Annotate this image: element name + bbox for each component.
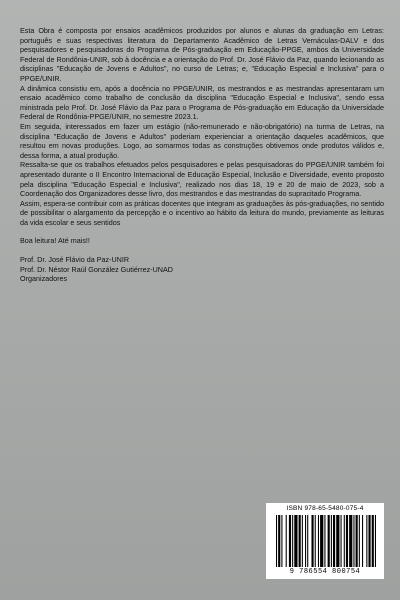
paragraph-3: Em seguida, interessados em fazer um estágio (não-remunerado e não-obrigatório) na turma de Letras, na disciplina "Educação de Jovens e Adultos" poderiam experienciar a orientação daqueles acadêmicos, que resultou em novas produções. Logo, ao somarmos todas as construções obtivemos onde produtos válidos e, dessa forma, a atual produção. (20, 121, 384, 160)
spacer (20, 246, 384, 255)
spacer (20, 227, 384, 236)
closing-line: Boa leitura! Até mais!! (20, 236, 90, 246)
paragraph-2: A dinâmica consistiu em, após a docência no PPGE/UNIR, os mestrandos e as mestrandas apresentaram um ensaio acadêmico como trabalho de conclusão da disciplina "Educação Especial e Inclusiva", sendo essa ministrada pelo Prof. Dr. José Flávio da Paz para o Programa de Pós-graduação em Educação da Universidade Federal de Rondônia-PPGE/UNIR, no semestre 2023.1. (20, 83, 384, 122)
signature-2: Prof. Dr. Néstor Raúl González Gutiérrez-UNAD (20, 264, 173, 274)
paragraph-5: Assim, espera-se contribuir com as práticas docentes que integram as graduações às pós-graduações, no sentido de possibilitar o alargamento da percepção e o incentivo ao hábito da leitura do mundo, previamente as leituras da vida escolar e seus sentidos (20, 198, 384, 227)
isbn-barcode-box (266, 503, 384, 579)
signature-role: Organizadores (20, 274, 68, 284)
isbn-label: ISBN 978-65-5480-075-4 (286, 505, 364, 512)
paragraph-1: Esta Obra é composta por ensaios acadêmicos produzidos por alunos e alunas da graduação em Letras: português e suas respectivas literatura do Departamento Acadêmico de Letras Vernáculas-DALV e dos pesquisadores e pesquisadoras do Programa de Pós-graduação em Educação-PPGE, ambos da Universidade Federal de Rondônia-UNIR, sob à docência e a orientação do Prof. Dr. José Flávio da Paz, quando lecionando as disciplinas "Educação de Jovens e Adultos", no curso de Letras; e, "Educação Especial e Inclusiva" para o PPGE/UNIR. (20, 26, 384, 83)
signature-1: Prof. Dr. José Flávio da Paz-UNIR (20, 255, 130, 265)
paragraph-4: Ressalta-se que os trabalhos efetuados pelos pesquisadores e pelas pesquisadoras do PPGE/UNIR também foi apresentado durante o II Encontro Internacional de Educação Especial, Inclusão e Diversidade, evento proposto pela disciplina "Educação Especial e Inclusiva", realizado nos dias 18, 19 e 20 de maio de 2023, sob a Coordenação dos Organizadores desse livro, dos mestrandos e das mestrandas do supracitado Programa. (20, 160, 384, 199)
barcode-icon (276, 515, 376, 567)
barcode-digits: 9 786554 800754 (289, 568, 361, 576)
synopsis-text (20, 26, 384, 284)
